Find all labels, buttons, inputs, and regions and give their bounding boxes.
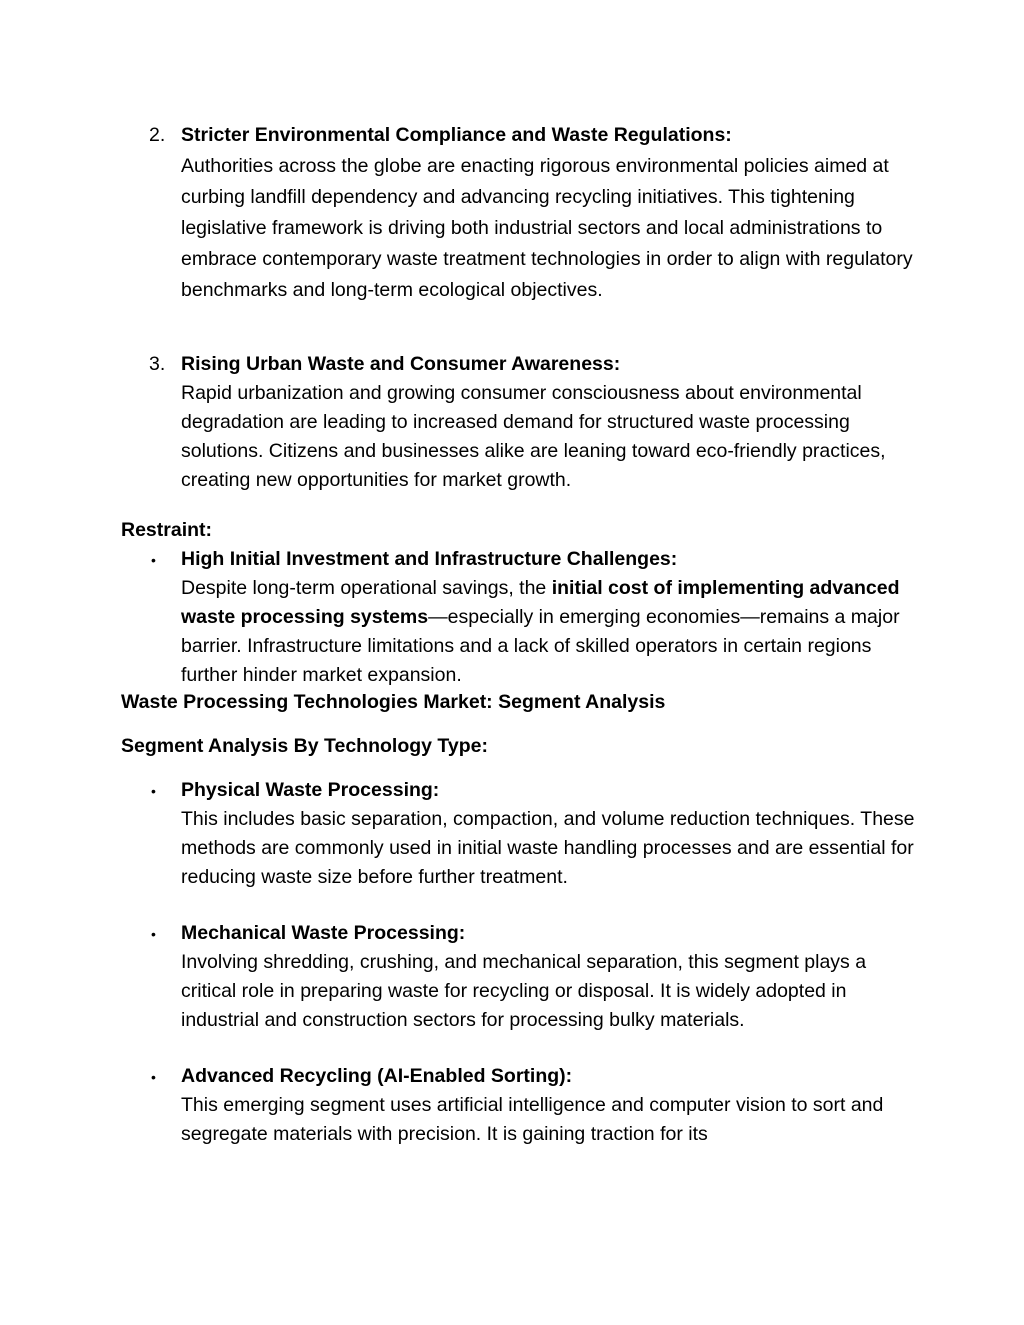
list-number: 3. bbox=[149, 353, 166, 375]
section-heading: Restraint: bbox=[121, 519, 213, 541]
item-body: Rapid urbanization and growing consumer consciousness about environmental degradation are leading to increased demand for structured waste processing solutions. Citizens and businesses alike are leaning toward eco-friendly practices, creating new opportunities for market growth. bbox=[181, 382, 886, 491]
list-item bbox=[181, 1062, 921, 1149]
item-body: Authorities across the globe are enacting rigorous environmental policies aimed at curbing landfill dependency and advancing recycling initiatives. This tightening legislative framework is driving both industrial sectors and local administrations to embrace contemporary waste treatment technologies in order to align with regulatory benchmarks and long-term ecological objectives. bbox=[181, 155, 913, 301]
bullet-marker: • bbox=[151, 926, 156, 942]
list-item bbox=[181, 919, 921, 1035]
list-number: 2. bbox=[149, 124, 166, 146]
item-title: Physical Waste Processing: bbox=[181, 779, 440, 801]
list-item bbox=[181, 120, 921, 306]
item-title: Rising Urban Waste and Consumer Awareness: bbox=[181, 353, 621, 375]
body-emphasis: initial cost of implementing advanced waste processing systems bbox=[181, 577, 900, 628]
item-body bbox=[181, 574, 921, 690]
item-title: Advanced Recycling (AI-Enabled Sorting): bbox=[181, 1065, 573, 1087]
item-title: High Initial Investment and Infrastructure Challenges: bbox=[181, 548, 678, 570]
item-title: Stricter Environmental Compliance and Waste Regulations: bbox=[181, 124, 732, 146]
bullet-marker: • bbox=[151, 552, 156, 568]
section-heading: Waste Processing Technologies Market: Segment Analysis bbox=[121, 691, 666, 713]
item-body: Involving shredding, crushing, and mechanical separation, this segment plays a critical role in preparing waste for recycling or disposal. It is widely adopted in industrial and construction sectors for processing bulky materials. bbox=[181, 951, 867, 1031]
item-body: This includes basic separation, compaction, and volume reduction techniques. These methods are commonly used in initial waste handling processes and are essential for reducing waste size before further treatment. bbox=[181, 808, 915, 888]
list-item bbox=[181, 350, 921, 495]
subsection-heading: Segment Analysis By Technology Type: bbox=[121, 735, 488, 757]
body-text: —especially in emerging economies—remains a major barrier. Infrastructure limitations and a lack of skilled operators in certain regions further hinder market expansion. bbox=[181, 606, 900, 686]
bullet-marker: • bbox=[151, 783, 156, 799]
body-text: Despite long-term operational savings, the bbox=[181, 577, 552, 599]
item-body: This emerging segment uses artificial intelligence and computer vision to sort and segregate materials with precision. It is gaining traction for its bbox=[181, 1094, 884, 1145]
list-item bbox=[181, 776, 921, 892]
item-title: Mechanical Waste Processing: bbox=[181, 922, 466, 944]
list-item bbox=[181, 545, 921, 690]
bullet-marker: • bbox=[151, 1069, 156, 1085]
